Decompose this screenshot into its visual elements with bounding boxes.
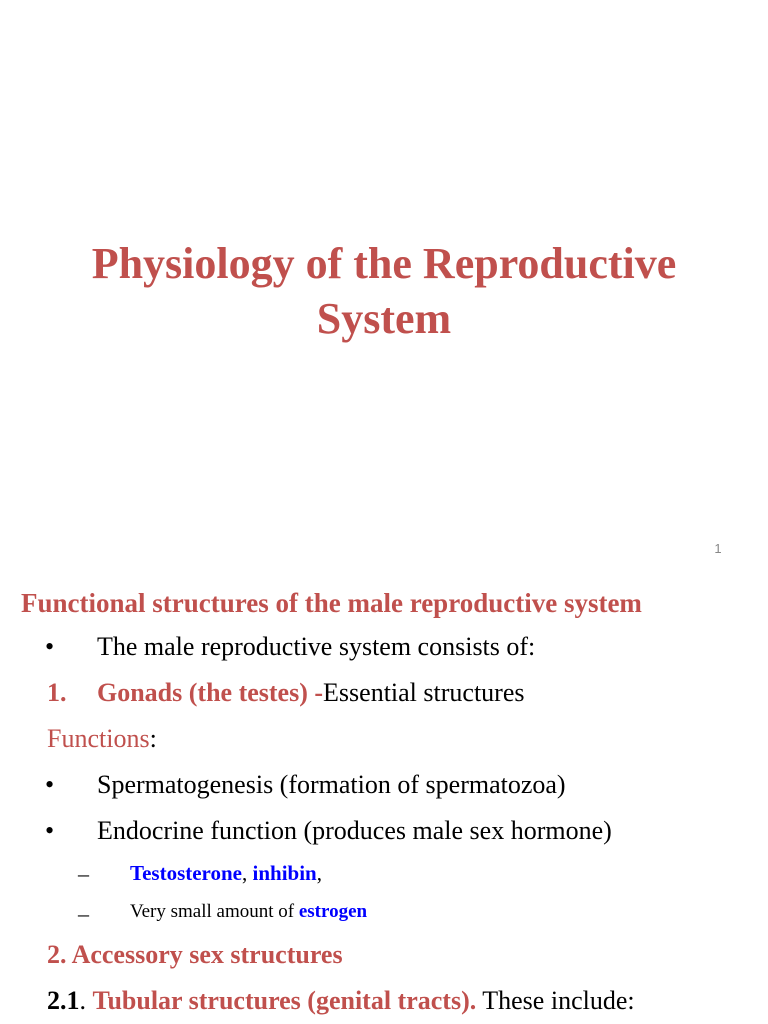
gonads-label: Gonads (the testes) - [97, 678, 324, 707]
tubular-line [47, 986, 635, 1016]
gonads-description: Essential structures [323, 678, 525, 707]
estrogen-line [130, 901, 367, 923]
accessory-label: 2. Accessory sex structures [47, 940, 343, 969]
bullet-icon: • [45, 632, 55, 661]
tubular-description: These include: [476, 986, 635, 1015]
hormones-line [130, 861, 322, 886]
slide-heading: Functional structures of the male reproductive system [21, 588, 642, 618]
slide-content-page [0, 576, 768, 1024]
dash-icon: – [78, 901, 89, 926]
endocrine-text: Endocrine function (produces male sex hormone) [97, 816, 612, 845]
estrogen-term: estrogen [298, 901, 368, 922]
estrogen-prefix: Very small amount of [130, 901, 299, 922]
tubular-label: Tubular structures (genital tracts). [92, 986, 477, 1015]
separator: , [242, 861, 253, 885]
gonads-line [97, 678, 524, 708]
separator: , [316, 861, 322, 885]
inhibin-term: inhibin [252, 861, 317, 885]
bullet-icon: • [45, 816, 55, 845]
functions-heading [47, 724, 157, 754]
spermatogenesis-text: Spermatogenesis (formation of spermatozoa) [97, 770, 566, 799]
dash-icon: – [78, 861, 89, 886]
item-number: 2.1 [47, 986, 80, 1015]
item-number: 1. [47, 678, 67, 707]
presentation-title: Physiology of the Reproductive System [91, 239, 677, 343]
functions-colon: : [149, 724, 157, 753]
functions-label: Functions [47, 724, 150, 753]
page-number: 1 [714, 541, 722, 556]
testosterone-term: Testosterone [130, 861, 242, 885]
intro-text: The male reproductive system consists of: [97, 632, 536, 661]
item-dot: . [79, 986, 93, 1015]
bullet-icon: • [45, 770, 55, 799]
